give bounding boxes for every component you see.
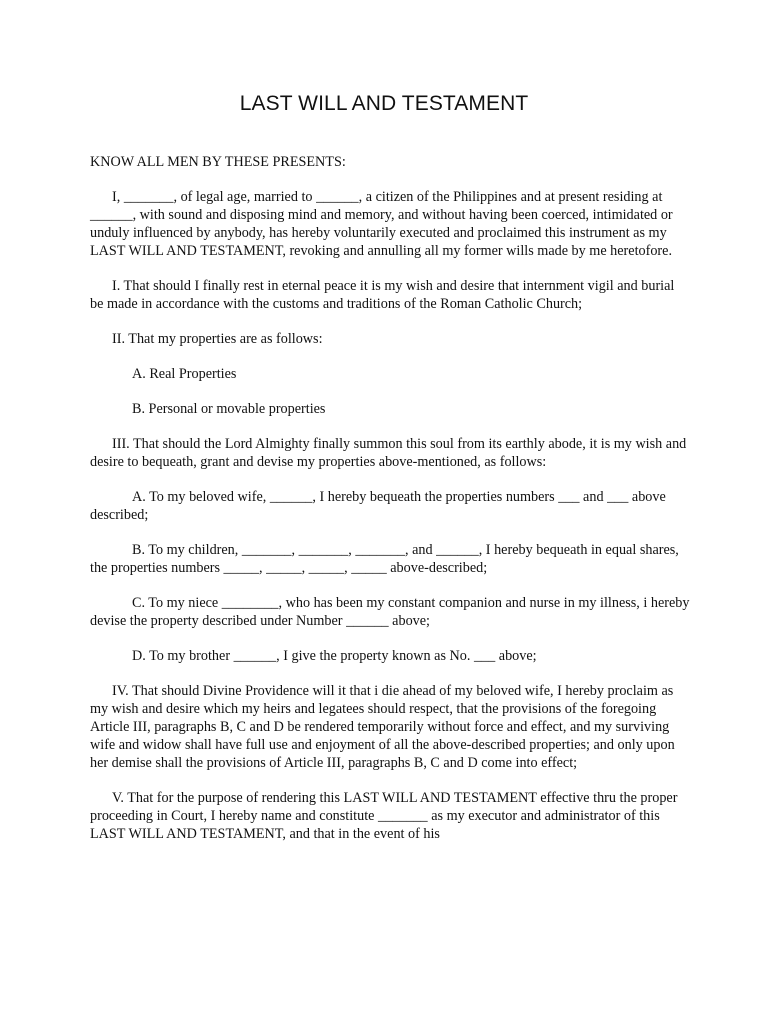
article-3-item-d: D. To my brother ______, I give the property known as No. ___ above;: [132, 648, 537, 664]
article-2-item-b: B. Personal or movable properties: [132, 401, 326, 417]
article-2: II. That my properties are as follows:: [112, 331, 323, 347]
document-title: LAST WILL AND TESTAMENT: [239, 92, 529, 115]
article-2-item-a: A. Real Properties: [132, 366, 237, 382]
article-5: V. That for the purpose of rendering this LAST WILL AND TESTAMENT effective thru the proper proceeding in Court, I hereby name and constitute _______ as my executor and administrator of this LAST WILL AND TESTAMENT, and that in the event of his: [90, 790, 678, 842]
article-3-item-a: A. To my beloved wife, ______, I hereby bequeath the properties numbers ___ and ___ above described;: [90, 489, 666, 523]
document-body: [90, 153, 690, 860]
article-3-item-c: C. To my niece ________, who has been my constant companion and nurse in my illness, i hereby devise the property described under Number ______ above;: [90, 595, 690, 629]
article-3-item-b: B. To my children, _______, _______, _______, and ______, I hereby bequeath in equal shares, the properties numbers _____, _____, _____, _____ above-described;: [90, 542, 679, 576]
article-3: III. That should the Lord Almighty finally summon this soul from its earthly abode, it is my wish and desire to bequeath, grant and devise my properties above-mentioned, as follows:: [90, 436, 687, 470]
article-4: IV. That should Divine Providence will it that i die ahead of my beloved wife, I hereby proclaim as my wish and desire which my heirs and legatees should respect, that the provisions of the foregoing Article III, paragraphs B, C and D be rendered temporarily without force and effect, and my surviving wife and widow shall have full use and enjoyment of all the above-described properties; and only upon her demise shall the provisions of Article III, paragraphs B, C and D come into effect;: [90, 683, 675, 771]
article-1: I. That should I finally rest in eternal peace it is my wish and desire that internment vigil and burial be made in accordance with the customs and traditions of the Roman Catholic Church;: [90, 278, 675, 312]
opening-line: KNOW ALL MEN BY THESE PRESENTS:: [90, 154, 346, 170]
intro-paragraph: I, _______, of legal age, married to ______, a citizen of the Philippines and at present residing at ______, with sound and disposing mind and memory, and without having been coerced, intimidated or unduly influenced by anybody, has hereby voluntarily executed and proclaimed this instrument as my LAST WILL AND TESTAMENT, revoking and annulling all my former wills made by me heretofore.: [90, 189, 673, 259]
